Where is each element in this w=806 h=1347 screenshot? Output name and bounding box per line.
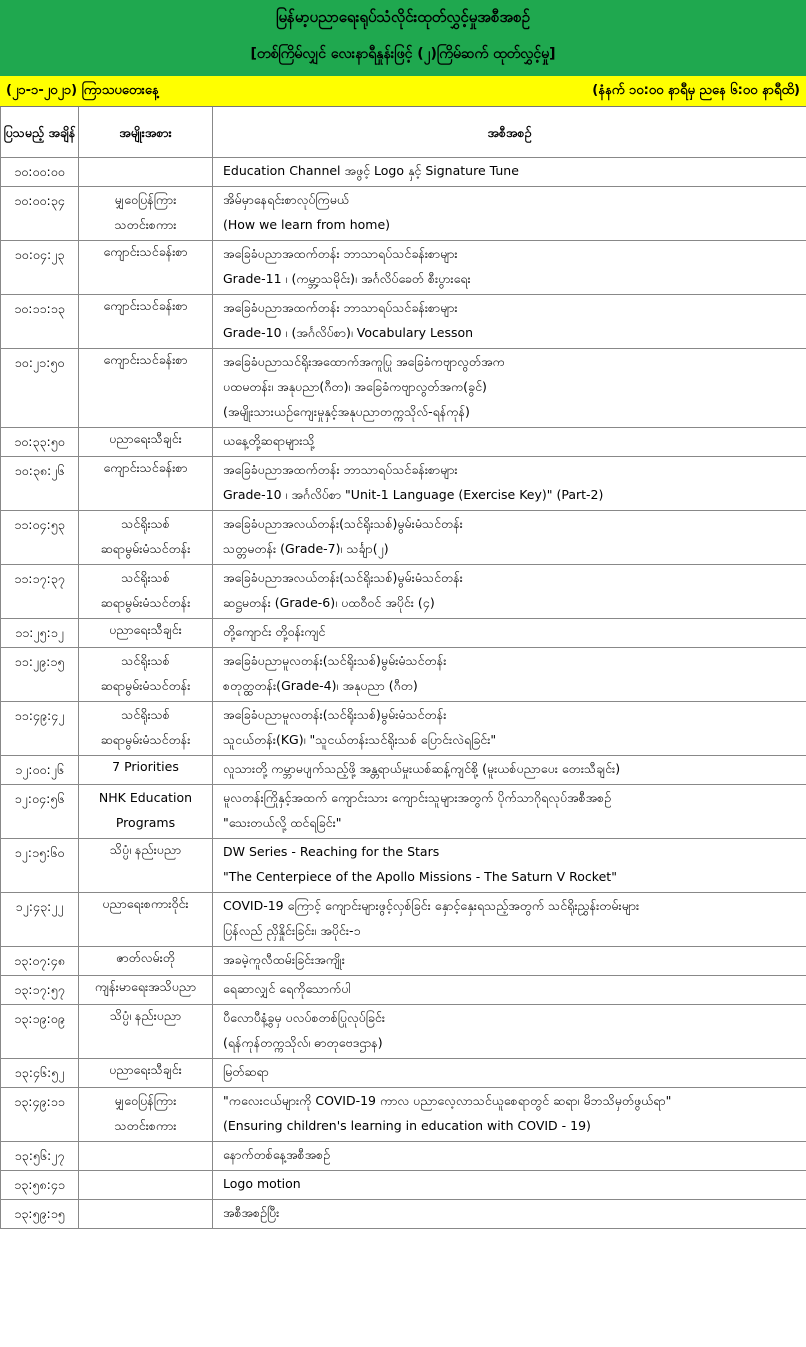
category-line: ဆရာမွမ်းမံသင်တန်း bbox=[100, 678, 191, 693]
date-banner bbox=[0, 76, 806, 107]
program-line: နောက်တစ်နေ့အစီအစဉ် bbox=[223, 1147, 331, 1162]
row-program bbox=[213, 756, 806, 785]
row-category bbox=[79, 349, 213, 428]
table-row bbox=[1, 785, 806, 839]
program-line: (ရန်ကုန်တက္ကသိုလ်၊ ဓာတုဗေဒဌာန) bbox=[223, 1035, 383, 1050]
row-category bbox=[79, 756, 213, 785]
row-time: ၁၀:၃၈:၂၆ bbox=[1, 457, 79, 511]
row-program bbox=[213, 457, 806, 511]
table-row bbox=[1, 158, 806, 187]
row-program bbox=[213, 1059, 806, 1088]
row-program bbox=[213, 428, 806, 457]
program-line: အခြေခံပညာမူလတန်း(သင်ရိုးသစ်)မွမ်းမံသင်တန်း bbox=[223, 707, 447, 722]
row-time: ၁၁:၄၉:၄၂ bbox=[1, 702, 79, 756]
table-row bbox=[1, 756, 806, 785]
table-row bbox=[1, 648, 806, 702]
table-row bbox=[1, 1171, 806, 1200]
row-program bbox=[213, 893, 806, 947]
category-line: သိပ္ပံ၊ နည်းပညာ bbox=[109, 842, 182, 857]
program-line: အခြေခံပညာအလယ်တန်း(သင်ရိုးသစ်)မွမ်းမံသင်တန်း bbox=[223, 570, 463, 585]
row-program bbox=[213, 565, 806, 619]
category-line: ဆရာမွမ်းမံသင်တန်း bbox=[100, 541, 191, 556]
row-category bbox=[79, 648, 213, 702]
row-category bbox=[79, 702, 213, 756]
program-line: အခြေခံပညာသင်ရိုးအထောက်အကူပြု အခြေခံကဗျာလွတ်အက bbox=[223, 354, 505, 369]
row-program bbox=[213, 947, 806, 976]
row-program bbox=[213, 702, 806, 756]
row-time: ၁၁:၂၉:၁၅ bbox=[1, 648, 79, 702]
table-row bbox=[1, 1200, 806, 1229]
table-row bbox=[1, 839, 806, 893]
row-program bbox=[213, 511, 806, 565]
category-line: ဇာတ်လမ်းတို bbox=[116, 950, 175, 965]
row-program bbox=[213, 158, 806, 187]
table-row bbox=[1, 241, 806, 295]
program-line: Education Channel အဖွင့် Logo နှင့် Signature Tune bbox=[223, 163, 519, 178]
category-line: ကျောင်းသင်ခန်းစာ bbox=[103, 460, 188, 475]
row-time: ၁၀:၀၀:၃၄ bbox=[1, 187, 79, 241]
row-program bbox=[213, 1005, 806, 1059]
schedule-subtitle: [တစ်ကြိမ်လျှင် လေးနာရီနှုန်းဖြင့် (၂)ကြိမ်ဆက် ထုတ်လွှင့်မှု] bbox=[250, 46, 556, 62]
category-line: သတင်းစကား bbox=[114, 217, 177, 232]
row-category bbox=[79, 187, 213, 241]
category-line: မျှဝေပြန်ကြား bbox=[114, 1093, 177, 1108]
program-line: အစီအစဉ်ပြီး bbox=[223, 1205, 280, 1220]
header-time: ပြသမည့် အချိန် bbox=[1, 107, 79, 158]
row-category bbox=[79, 893, 213, 947]
program-line: ဆဋ္ဌမတန်း (Grade-6)၊ ပထဝီဝင် အပိုင်း (၄) bbox=[223, 595, 435, 610]
program-line: မူလတန်းကြိုနှင့်အထက် ကျောင်းသား ကျောင်းသူများအတွက် ပိုက်သာဂိုရလုပ်အစီအစဉ် bbox=[223, 790, 612, 805]
header-program: အစီအစဉ် bbox=[213, 107, 806, 158]
program-line: အခြေခံပညာအထက်တန်း ဘာသာရပ်သင်ခန်းစာများ bbox=[223, 462, 458, 477]
schedule-title: မြန်မာ့ပညာရေးရုပ်သံလိုင်းထုတ်လွှင့်မှုအစီအစဉ် bbox=[275, 8, 531, 26]
row-category bbox=[79, 1200, 213, 1229]
program-line: အခြေခံပညာအထက်တန်း ဘာသာရပ်သင်ခန်းစာများ bbox=[223, 246, 458, 261]
row-time: ၁၁:၁၇:၃၇ bbox=[1, 565, 79, 619]
row-time: ၁၀:၁၁:၁၃ bbox=[1, 295, 79, 349]
row-category bbox=[79, 1171, 213, 1200]
program-line: လူသားတို့ ကမ္ဘာမပျက်သည့်ဖို့ အန္တရာယ်မှုးယစ်ဆန့်ကျင်စို့ (မူးယစ်ပညာပေး တေးသီချင်း) bbox=[223, 761, 621, 776]
table-row bbox=[1, 349, 806, 428]
program-line: Logo motion bbox=[223, 1176, 301, 1191]
row-category bbox=[79, 839, 213, 893]
program-line: ပထမတန်း၊ အနုပညာ(ဂီတ)၊ အခြေခံကဗျာလွတ်အက(ခွင်) bbox=[223, 379, 487, 394]
category-line bbox=[79, 1171, 212, 1196]
category-line: ကျောင်းသင်ခန်းစာ bbox=[103, 298, 188, 313]
category-line: သင်ရိုးသစ် bbox=[121, 653, 170, 668]
program-line: COVID-19 ကြောင့် ကျောင်းများဖွင့်လှစ်ခြင်း နှောင့်နှေးရသည့်အတွက် သင်ရိုးညွှန်းတမ်းများ bbox=[223, 898, 640, 913]
row-time: ၁၂:၀၀:၂၆ bbox=[1, 756, 79, 785]
table-row bbox=[1, 187, 806, 241]
program-line: အခြေခံပညာအလယ်တန်း(သင်ရိုးသစ်)မွမ်းမံသင်တန်း bbox=[223, 516, 463, 531]
row-time: ၁၃:၄၆:၅၂ bbox=[1, 1059, 79, 1088]
row-category bbox=[79, 241, 213, 295]
program-line: သူငယ်တန်း(KG)၊ "သူငယ်တန်းသင်ရိုးသစ် ပြောင်းလဲရခြင်း" bbox=[223, 732, 497, 747]
row-program bbox=[213, 976, 806, 1005]
program-line: သတ္တမတန်း (Grade-7)၊ သင်္ချာ(၂) bbox=[223, 541, 389, 556]
category-line: Programs bbox=[115, 815, 176, 830]
table-row bbox=[1, 1142, 806, 1171]
row-program bbox=[213, 295, 806, 349]
row-time: ၁၁:၀၄:၅၃ bbox=[1, 511, 79, 565]
row-category bbox=[79, 295, 213, 349]
row-time: ၁၀:၀၀:၀၀ bbox=[1, 158, 79, 187]
table-row bbox=[1, 893, 806, 947]
table-row bbox=[1, 565, 806, 619]
category-line: ကျန်းမာရေးအသိပညာ bbox=[94, 979, 197, 994]
category-line: သင်ရိုးသစ် bbox=[121, 516, 170, 531]
table-header-row bbox=[1, 107, 806, 158]
row-category bbox=[79, 947, 213, 976]
row-program bbox=[213, 1088, 806, 1142]
row-category bbox=[79, 619, 213, 648]
category-line: ပညာရေးသီချင်း bbox=[109, 1062, 182, 1077]
table-row bbox=[1, 619, 806, 648]
row-time: ၁၃:၁၇:၅၇ bbox=[1, 976, 79, 1005]
table-row bbox=[1, 1088, 806, 1142]
category-line: ဆရာမွမ်းမံသင်တန်း bbox=[100, 732, 191, 747]
category-line: သင်ရိုးသစ် bbox=[121, 707, 170, 722]
program-line: ယနေ့တို့ဆရာများသို့ bbox=[223, 433, 315, 448]
row-program bbox=[213, 619, 806, 648]
row-time: ၁၃:၅၆:၂၇ bbox=[1, 1142, 79, 1171]
program-line: အခြေခံပညာအထက်တန်း ဘာသာရပ်သင်ခန်းစာများ bbox=[223, 300, 458, 315]
category-line: ပညာရေးစကားဝိုင်း bbox=[102, 896, 189, 911]
category-line: သိပ္ပံ၊ နည်းပညာ bbox=[109, 1008, 182, 1023]
row-program bbox=[213, 1142, 806, 1171]
program-line: "ကလေးငယ်များကို COVID-19 ကာလ ပညာလေ့လာသင်ယူစေရာတွင် ဆရာ၊ မိဘသိမှတ်ဖွယ်ရာ" bbox=[223, 1093, 672, 1108]
row-time: ၁၂:၁၅:၆၀ bbox=[1, 839, 79, 893]
row-category bbox=[79, 1142, 213, 1171]
broadcast-time-range: (နံနက် ၁၀:၀၀ နာရီမှ ညနေ ၆:၀၀ နာရီထိ) bbox=[592, 83, 800, 98]
header-category: အမျိုးအစား bbox=[79, 107, 213, 158]
row-category bbox=[79, 457, 213, 511]
row-time: ၁၀:၂၁:၅၀ bbox=[1, 349, 79, 428]
table-row bbox=[1, 295, 806, 349]
table-row bbox=[1, 1005, 806, 1059]
row-time: ၁၀:၀၄:၂၃ bbox=[1, 241, 79, 295]
schedule-table bbox=[0, 107, 806, 1229]
program-line: ရေဆာလျှင် ရေကိုသောက်ပါ bbox=[223, 981, 351, 996]
category-line: ပညာရေးသီချင်း bbox=[109, 622, 182, 637]
category-line: ကျောင်းသင်ခန်းစာ bbox=[103, 352, 188, 367]
program-line: Grade-11 ၊ (ကမ္ဘာ့သမိုင်း)၊ အင်္ဂလိပ်ခေတ် စီးပွားရေး bbox=[223, 271, 471, 286]
program-line: "သေးတယ်လို့ ထင်ရခြင်း" bbox=[223, 815, 342, 830]
row-time: ၁၁:၂၅:၁၂ bbox=[1, 619, 79, 648]
row-time: ၁၃:၄၉:၁၁ bbox=[1, 1088, 79, 1142]
row-category bbox=[79, 565, 213, 619]
table-row bbox=[1, 428, 806, 457]
program-line: Grade-10 ၊ (အင်္ဂလိပ်စာ)၊ Vocabulary Lesson bbox=[223, 325, 474, 340]
program-line: အခမဲ့ကူလီထမ်းခြင်းအကျိုး bbox=[223, 952, 345, 967]
program-line: အိမ်မှာနေရင်းစာလုပ်ကြမယ် bbox=[223, 192, 350, 207]
table-row bbox=[1, 511, 806, 565]
category-line: NHK Education bbox=[98, 790, 193, 805]
row-time: ၁၃:၅၈:၄၁ bbox=[1, 1171, 79, 1200]
row-category bbox=[79, 785, 213, 839]
category-line bbox=[79, 158, 212, 183]
row-program bbox=[213, 187, 806, 241]
category-line: သင်ရိုးသစ် bbox=[121, 570, 170, 585]
row-program bbox=[213, 1200, 806, 1229]
row-program bbox=[213, 241, 806, 295]
row-time: ၁၃:၀၇:၄၈ bbox=[1, 947, 79, 976]
row-category bbox=[79, 428, 213, 457]
program-line: (အမျိုးသားယဉ်ကျေးမှုနှင့်အနုပညာတက္ကသိုလ်-ရန်ကုန်) bbox=[223, 404, 470, 419]
program-line: အခြေခံပညာမူလတန်း(သင်ရိုးသစ်)မွမ်းမံသင်တန်း bbox=[223, 653, 447, 668]
row-time: ၁၃:၅၉:၁၅ bbox=[1, 1200, 79, 1229]
row-category bbox=[79, 1059, 213, 1088]
row-time: ၁၂:၄၃:၂၂ bbox=[1, 893, 79, 947]
title-banner bbox=[0, 0, 806, 77]
program-line: DW Series - Reaching for the Stars bbox=[223, 844, 440, 859]
row-program bbox=[213, 839, 806, 893]
program-line: ပီလောပီနံ့ခွမှ ပလပ်စတစ်ပြုလုပ်ခြင်း bbox=[223, 1010, 386, 1025]
category-line: ဆရာမွမ်းမံသင်တန်း bbox=[100, 595, 191, 610]
program-line: "The Centerpiece of the Apollo Missions - The Saturn V Rocket" bbox=[223, 869, 617, 884]
category-line: ကျောင်းသင်ခန်းစာ bbox=[103, 244, 188, 259]
row-category bbox=[79, 1005, 213, 1059]
program-line: တို့ကျောင်း တို့ဝန်းကျင် bbox=[223, 624, 326, 639]
category-line: 7 Priorities bbox=[112, 759, 179, 774]
row-category bbox=[79, 1088, 213, 1142]
row-category bbox=[79, 158, 213, 187]
row-category bbox=[79, 976, 213, 1005]
category-line: သတင်းစကား bbox=[114, 1118, 177, 1133]
category-line bbox=[79, 1200, 212, 1225]
row-program bbox=[213, 785, 806, 839]
table-row bbox=[1, 457, 806, 511]
category-line: မျှဝေပြန်ကြား bbox=[114, 192, 177, 207]
row-program bbox=[213, 349, 806, 428]
row-category bbox=[79, 511, 213, 565]
broadcast-date: (၂၁-၁-၂၀၂၁) ကြာသပတေးနေ့ bbox=[6, 83, 159, 98]
table-row bbox=[1, 702, 806, 756]
program-line: စတုတ္ထတန်း(Grade-4)၊ အနုပညာ (ဂီတ) bbox=[223, 678, 418, 693]
category-line bbox=[79, 1142, 212, 1167]
row-time: ၁၃:၁၉:၀၉ bbox=[1, 1005, 79, 1059]
program-line: ပြန်လည် ညှိနှိုင်းခြင်း၊ အပိုင်း-၁ bbox=[223, 923, 361, 938]
category-line: ပညာရေးသီချင်း bbox=[109, 431, 182, 446]
program-line: (Ensuring children's learning in education with COVID - 19) bbox=[223, 1118, 591, 1133]
row-time: ၁၂:၀၄:၅၆ bbox=[1, 785, 79, 839]
program-line: (How we learn from home) bbox=[223, 217, 391, 232]
table-row bbox=[1, 1059, 806, 1088]
program-line: Grade-10 ၊ အင်္ဂလိပ်စာ "Unit-1 Language (Exercise Key)" (Part-2) bbox=[223, 487, 604, 502]
row-time: ၁၀:၃၃:၅၀ bbox=[1, 428, 79, 457]
row-program bbox=[213, 1171, 806, 1200]
program-line: မြတ်ဆရာ bbox=[223, 1064, 269, 1079]
row-program bbox=[213, 648, 806, 702]
table-row bbox=[1, 947, 806, 976]
table-row bbox=[1, 976, 806, 1005]
